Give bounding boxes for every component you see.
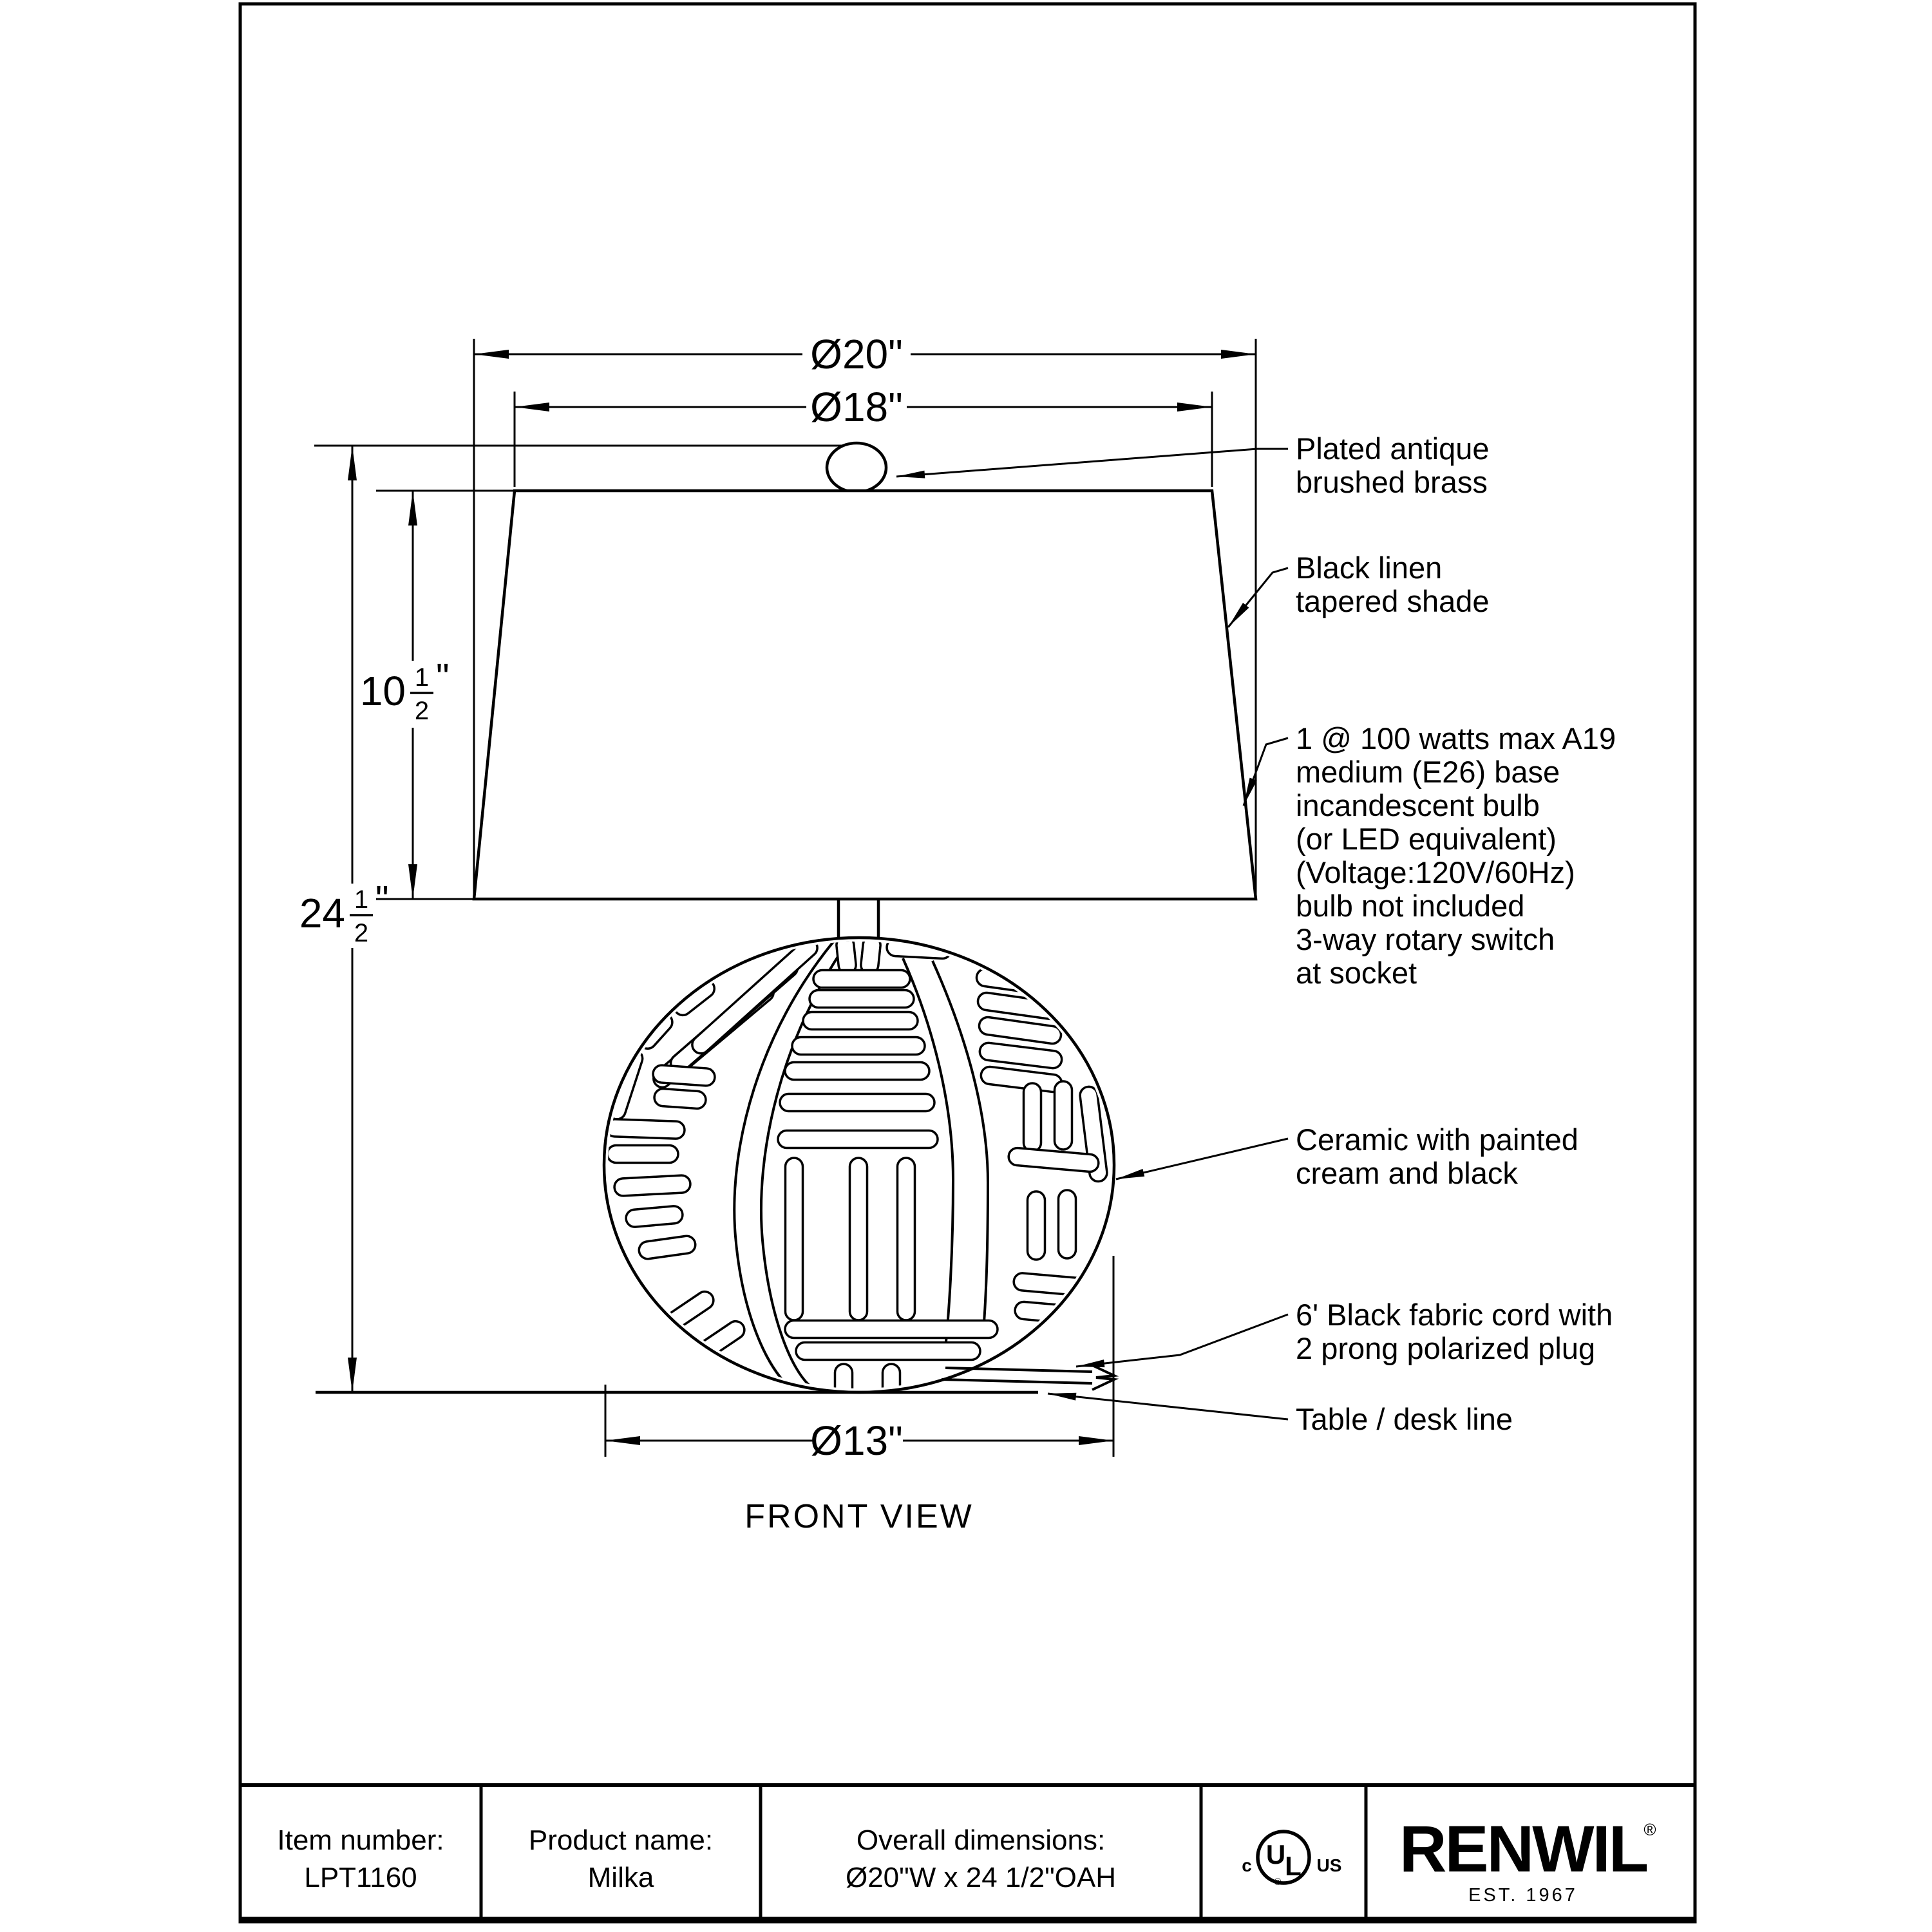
callout-table-line1: Table / desk line — [1296, 1402, 1513, 1436]
callout-ceramic-line2: cream and black — [1296, 1156, 1518, 1190]
brand-name: RENWIL — [1399, 1812, 1647, 1886]
callout-bulb-line8: at socket — [1296, 956, 1417, 990]
dim-label-13: Ø13" — [810, 1417, 903, 1464]
callout-bulb-line6: bulb not included — [1296, 889, 1525, 923]
leader-table — [1048, 1394, 1288, 1419]
finial-ball — [827, 443, 886, 492]
dim-shade-unit: " — [436, 656, 450, 698]
ul-c-mark: c — [1242, 1855, 1252, 1875]
leader-shade — [1228, 568, 1288, 627]
brand-logo — [1399, 1812, 1656, 1906]
dim-shade-whole: 10 — [359, 668, 406, 714]
callout-texts — [1296, 431, 1616, 1436]
item-number-value: LPT1160 — [304, 1862, 417, 1893]
callout-bulb-line7: 3-way rotary switch — [1296, 922, 1555, 956]
dim-overall-unit: " — [375, 878, 389, 920]
dim-label-20: Ø20" — [810, 331, 903, 377]
dim-overall-whole: 24 — [299, 890, 345, 936]
callout-ceramic-line1: Ceramic with painted — [1296, 1122, 1578, 1157]
overall-dimensions-value: Ø20"W x 24 1/2"OAH — [845, 1862, 1117, 1893]
leader-finial — [896, 449, 1288, 477]
callout-bulb-line3: incandescent bulb — [1296, 788, 1540, 822]
callout-cord-line1: 6' Black fabric cord with — [1296, 1298, 1613, 1332]
ul-reg-mark: ® — [1274, 1877, 1282, 1888]
dim-overall-num: 1 — [354, 886, 369, 914]
title-cell-product-name — [529, 1824, 713, 1893]
callout-bulb-line2: medium (E26) base — [1296, 755, 1560, 789]
cord-break-icon — [1092, 1365, 1114, 1390]
callout-finial-line1: Plated antique — [1296, 431, 1490, 466]
callout-finial-line2: brushed brass — [1296, 465, 1488, 499]
overall-dimensions-label: Overall dimensions: — [856, 1824, 1106, 1856]
product-name-label: Product name: — [528, 1824, 714, 1856]
power-cord — [942, 1365, 1114, 1390]
ul-letter-u: U — [1265, 1839, 1286, 1870]
ul-certification-icon — [1242, 1832, 1341, 1888]
lamp-shade — [474, 491, 1256, 899]
ul-us-mark: US — [1316, 1855, 1342, 1875]
lamp-front-view — [316, 443, 1256, 1404]
leader-cord — [1076, 1314, 1288, 1367]
ul-letter-l: L — [1285, 1851, 1302, 1881]
title-cell-overall-dimensions — [846, 1824, 1116, 1893]
leader-ceramic — [1116, 1139, 1288, 1179]
callout-bulb-line5: (Voltage:120V/60Hz) — [1296, 855, 1575, 889]
leader-bulb — [1244, 738, 1288, 806]
title-cell-item-number — [277, 1824, 444, 1893]
callout-shade-line1: Black linen — [1296, 551, 1443, 585]
brand-reg-mark: ® — [1643, 1820, 1656, 1839]
callout-cord-line2: 2 prong polarized plug — [1296, 1331, 1596, 1365]
dim-label-18: Ø18" — [810, 384, 903, 430]
dim-overall-den: 2 — [354, 919, 369, 947]
callout-bulb-line1: 1 @ 100 watts max A19 — [1296, 721, 1616, 755]
view-label: FRONT VIEW — [744, 1498, 974, 1535]
callout-shade-line2: tapered shade — [1296, 584, 1490, 618]
item-number-label: Item number: — [277, 1824, 444, 1856]
dim-shade-num: 1 — [414, 663, 430, 692]
title-block — [240, 1785, 1695, 1920]
brand-est-text: EST. 1967 — [1468, 1885, 1578, 1906]
dim-shade-den: 2 — [414, 697, 430, 725]
product-name-value: Milka — [587, 1862, 654, 1893]
callout-bulb-line4: (or LED equivalent) — [1296, 822, 1557, 856]
